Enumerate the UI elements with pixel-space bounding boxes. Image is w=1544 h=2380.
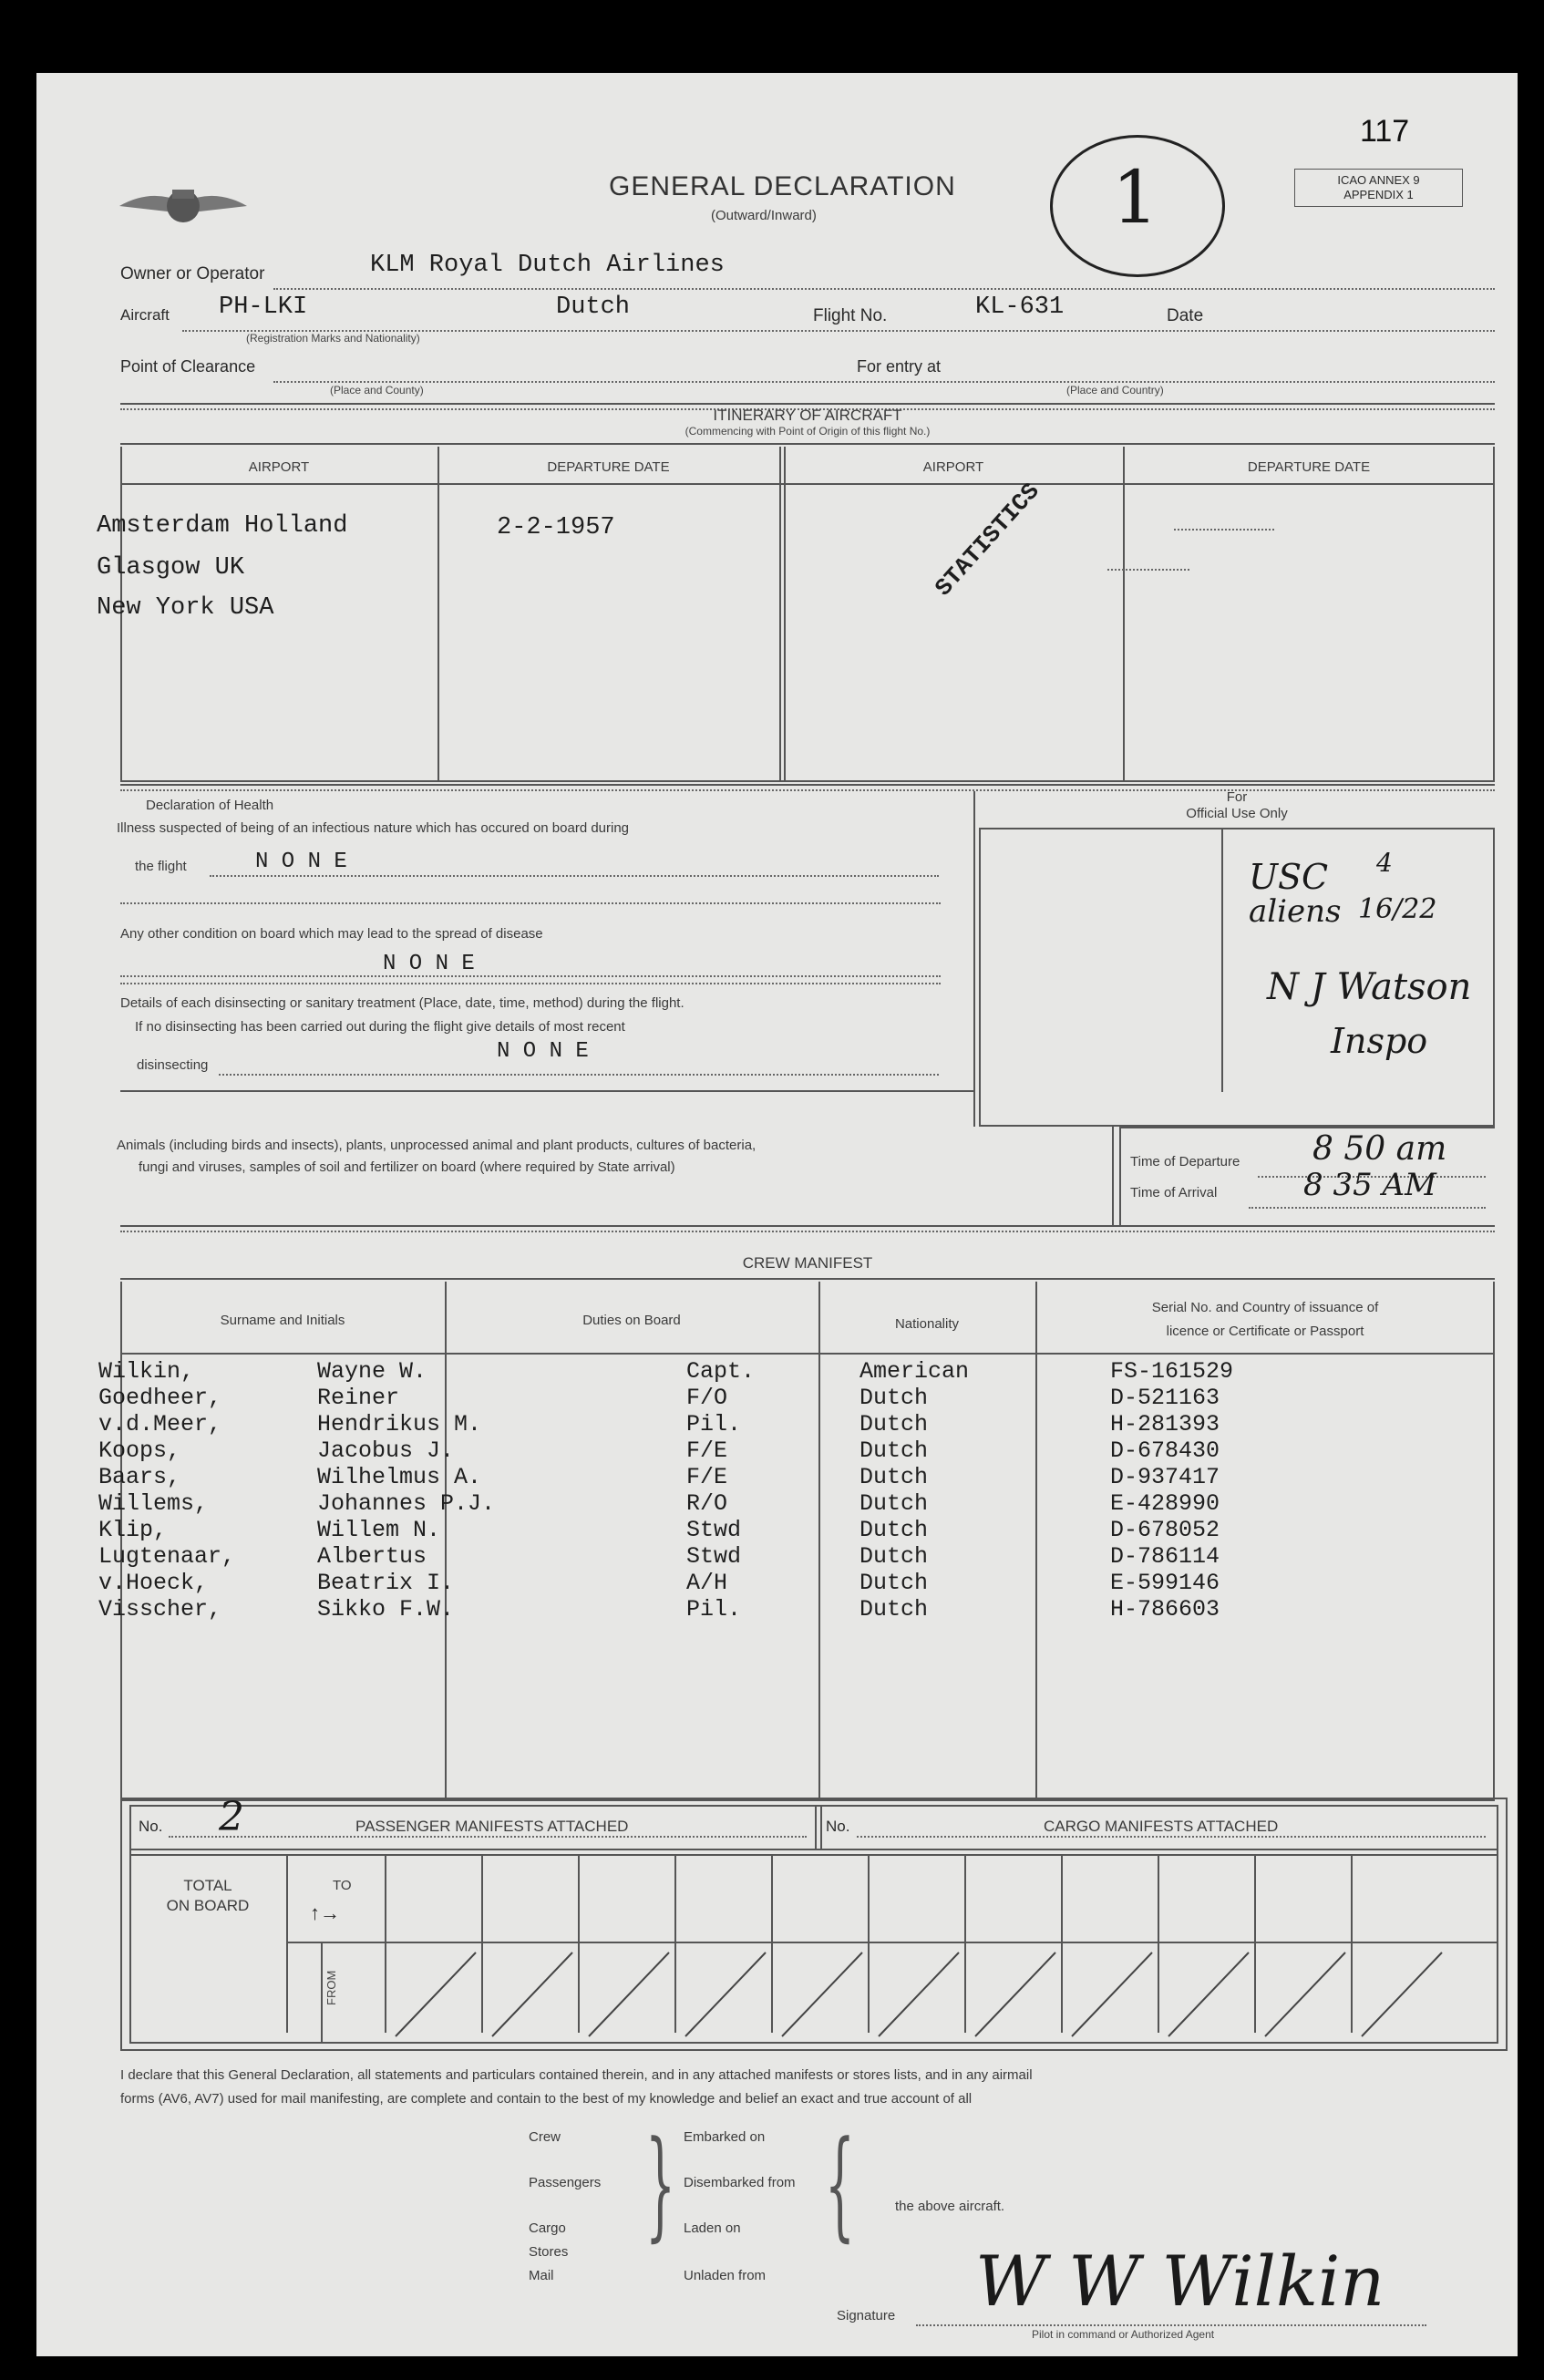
grid-column-divider bbox=[1351, 1855, 1353, 2033]
place-note: (Place and County) bbox=[330, 384, 424, 397]
grid-column-divider bbox=[1254, 1855, 1256, 2033]
health-title: Declaration of Health bbox=[146, 798, 274, 813]
airline-logo-icon bbox=[115, 170, 252, 242]
official-handwriting-3: 4 bbox=[1376, 848, 1393, 878]
health-q1b: the flight bbox=[135, 859, 187, 874]
crew-surname: v.d.Meer, bbox=[98, 1411, 222, 1437]
cargo-label: Cargo bbox=[529, 2220, 566, 2236]
crew-given-name: Reiner bbox=[317, 1385, 400, 1411]
health-a3: N O N E bbox=[497, 1039, 589, 1064]
crew-serial: E-599146 bbox=[1110, 1570, 1220, 1596]
crew-duty: Pil. bbox=[686, 1411, 742, 1437]
crew-row bbox=[98, 1490, 1283, 1517]
clearance-line bbox=[273, 381, 1495, 383]
grid-column-divider bbox=[1158, 1855, 1159, 2033]
crew-duty: Stwd bbox=[686, 1517, 742, 1543]
itinerary-title: ITINERARY OF AIRCRAFT bbox=[713, 407, 902, 424]
health-q3c: disinsecting bbox=[137, 1057, 209, 1073]
divider bbox=[120, 403, 1495, 405]
crew-given-name: Beatrix I. bbox=[317, 1570, 455, 1596]
owner-value: KLM Royal Dutch Airlines bbox=[370, 252, 725, 279]
arrival-time-value: 8 35 AM bbox=[1303, 1167, 1436, 1203]
crew-serial: H-281393 bbox=[1110, 1411, 1220, 1437]
crew-row bbox=[98, 1517, 1283, 1543]
crew-serial: D-521163 bbox=[1110, 1385, 1220, 1411]
itinerary-airport-1: Amsterdam Holland bbox=[97, 512, 348, 540]
crew-duty: Stwd bbox=[686, 1543, 742, 1570]
signature: W W Wilkin bbox=[975, 2241, 1385, 2322]
col-airport-1: AIRPORT bbox=[248, 459, 310, 475]
grid-cell-slash bbox=[485, 1947, 576, 2038]
clearance-label: Point of Clearance bbox=[120, 357, 256, 376]
itinerary-subtitle: (Commencing with Point of Origin of this flight No.) bbox=[685, 425, 931, 438]
crew-nationality: Dutch bbox=[859, 1464, 929, 1490]
grid-cell-slash bbox=[1065, 1947, 1156, 2038]
crew-col-name: Surname and Initials bbox=[220, 1313, 345, 1328]
health-q4: Animals (including birds and insects), plants, unprocessed animal and plant products, cultures of bacteria, bbox=[117, 1138, 757, 1153]
health-a2: N O N E bbox=[383, 952, 475, 976]
crew-nationality: Dutch bbox=[859, 1517, 929, 1543]
crew-nationality: Dutch bbox=[859, 1570, 929, 1596]
grid-cell-slash bbox=[1258, 1947, 1349, 2038]
grid-cell-slash bbox=[388, 1947, 479, 2038]
crew-label: Crew bbox=[529, 2129, 561, 2145]
flight-no-value: KL-631 bbox=[975, 294, 1065, 321]
health-a1: N O N E bbox=[255, 850, 347, 874]
signature-label: Signature bbox=[837, 2308, 896, 2323]
crew-nationality: American bbox=[859, 1358, 970, 1385]
page-number: 117 bbox=[1360, 114, 1410, 149]
aircraft-value: PH-LKI bbox=[219, 294, 308, 321]
official-title-2: Official Use Only bbox=[1186, 806, 1288, 821]
disembarked-label: Disembarked from bbox=[684, 2175, 796, 2190]
grid-column-divider bbox=[286, 1855, 288, 2033]
crew-nationality: Dutch bbox=[859, 1385, 929, 1411]
grid-column-divider bbox=[771, 1855, 773, 2033]
circled-number: 1 bbox=[1112, 155, 1158, 240]
official-handwriting-1: USC bbox=[1249, 857, 1329, 897]
crew-surname: Visscher, bbox=[98, 1596, 222, 1623]
crew-serial: D-678430 bbox=[1110, 1437, 1220, 1464]
health-q4b: fungi and viruses, samples of soil and fertilizer on board (where required by State arrival) bbox=[139, 1159, 675, 1175]
grid-column-divider bbox=[578, 1855, 580, 2033]
from-label: FROM bbox=[324, 1970, 338, 2005]
crew-col-nationality: Nationality bbox=[894, 1316, 960, 1332]
grid-cell-slash bbox=[871, 1947, 962, 2038]
place-note-2: (Place and Country) bbox=[1066, 384, 1164, 397]
entry-label: For entry at bbox=[857, 357, 942, 376]
official-title-1: For bbox=[1226, 789, 1248, 805]
crew-serial: D-937417 bbox=[1110, 1464, 1220, 1490]
above-aircraft-label: the above aircraft. bbox=[895, 2199, 1005, 2214]
crew-serial: E-428990 bbox=[1110, 1490, 1220, 1517]
crew-nationality: Dutch bbox=[859, 1596, 929, 1623]
grid-cell-slash bbox=[1161, 1947, 1252, 2038]
grid-column-divider bbox=[481, 1855, 483, 2033]
grid-column-divider bbox=[868, 1855, 870, 2033]
departure-time-value: 8 50 am bbox=[1312, 1130, 1447, 1168]
crew-row bbox=[98, 1570, 1283, 1596]
nationality-value: Dutch bbox=[556, 294, 631, 321]
passenger-no-label: No. bbox=[139, 1818, 163, 1835]
crew-given-name: Albertus bbox=[317, 1543, 427, 1570]
itinerary-airport-2: Glasgow UK bbox=[97, 554, 245, 582]
crew-surname: Goedheer, bbox=[98, 1385, 222, 1411]
crew-duty: A/H bbox=[686, 1570, 728, 1596]
flight-no-label: Flight No. bbox=[813, 306, 888, 325]
crew-serial: H-786603 bbox=[1110, 1596, 1220, 1623]
total-on-board-label bbox=[129, 1876, 286, 1916]
crew-surname: Klip, bbox=[98, 1517, 168, 1543]
crew-nationality: Dutch bbox=[859, 1543, 929, 1570]
crew-serial: FS-161529 bbox=[1110, 1358, 1234, 1385]
departure-time-label: Time of Departure bbox=[1130, 1154, 1240, 1169]
crew-title: CREW MANIFEST bbox=[742, 1254, 873, 1272]
crew-surname: Koops, bbox=[98, 1437, 181, 1464]
unladen-label: Unladen from bbox=[684, 2268, 767, 2283]
crew-row bbox=[98, 1411, 1283, 1437]
grid-column-divider bbox=[1061, 1855, 1063, 2033]
grid-cell-slash bbox=[775, 1947, 866, 2038]
cargo-no-label: No. bbox=[826, 1818, 850, 1835]
stores-label: Stores bbox=[529, 2244, 569, 2260]
bracket-left: } bbox=[645, 2115, 676, 2253]
total-label-2: ON BOARD bbox=[166, 1897, 250, 1914]
icao-stamp-line1: ICAO ANNEX 9 bbox=[1337, 173, 1420, 187]
crew-row bbox=[98, 1464, 1283, 1490]
crew-surname: Baars, bbox=[98, 1464, 181, 1490]
grid-cell-slash bbox=[678, 1947, 769, 2038]
embarked-label: Embarked on bbox=[684, 2129, 766, 2145]
form-subtitle: (Outward/Inward) bbox=[711, 208, 817, 223]
official-handwriting-6: Inspo bbox=[1331, 1021, 1428, 1061]
passenger-manifest-count: 2 bbox=[219, 1794, 244, 1840]
crew-duty: F/E bbox=[686, 1437, 728, 1464]
crew-duty: Pil. bbox=[686, 1596, 742, 1623]
crew-surname: Wilkin, bbox=[98, 1358, 195, 1385]
passengers-label: Passengers bbox=[529, 2175, 602, 2190]
declaration-form bbox=[36, 73, 1518, 2356]
itinerary-table bbox=[120, 447, 1495, 782]
form-title: GENERAL DECLARATION bbox=[609, 171, 956, 201]
crew-row bbox=[98, 1385, 1283, 1411]
grid-cell-slash bbox=[968, 1947, 1059, 2038]
date-label: Date bbox=[1167, 306, 1204, 325]
crew-duty: Capt. bbox=[686, 1358, 756, 1385]
statistics-stamp: STATISTICS bbox=[930, 478, 1045, 603]
crew-row bbox=[98, 1358, 1283, 1385]
grid-column-divider bbox=[964, 1855, 966, 2033]
crew-row bbox=[98, 1437, 1283, 1464]
to-arrow-icon: ↑→ bbox=[310, 1901, 340, 1924]
col-departure-1: DEPARTURE DATE bbox=[547, 459, 670, 475]
itinerary-airport-3: New York USA bbox=[97, 594, 274, 622]
health-q3b: If no disinsecting has been carried out during the flight give details of most recent bbox=[135, 1019, 625, 1035]
mail-label: Mail bbox=[529, 2268, 554, 2283]
crew-given-name: Sikko F.W. bbox=[317, 1596, 455, 1623]
icao-stamp-line2: APPENDIX 1 bbox=[1343, 188, 1414, 201]
bracket-right: } bbox=[824, 2115, 855, 2253]
crew-surname: Willems, bbox=[98, 1490, 209, 1517]
crew-given-name: Johannes P.J. bbox=[317, 1490, 496, 1517]
owner-label: Owner or Operator bbox=[120, 264, 265, 283]
icao-stamp bbox=[1294, 169, 1463, 207]
owner-line bbox=[273, 288, 1495, 290]
crew-duty: R/O bbox=[686, 1490, 728, 1517]
crew-surname: v.Hoeck, bbox=[98, 1570, 209, 1596]
crew-duty: F/E bbox=[686, 1464, 728, 1490]
official-handwriting-2: aliens bbox=[1249, 893, 1342, 930]
crew-duty: F/O bbox=[686, 1385, 728, 1411]
itinerary-departure-date: 2-2-1957 bbox=[497, 514, 615, 541]
total-label-1: TOTAL bbox=[183, 1877, 232, 1894]
signature-note: Pilot in command or Authorized Agent bbox=[1032, 2328, 1215, 2341]
arrival-time-label: Time of Arrival bbox=[1130, 1185, 1218, 1200]
grid-column-divider bbox=[674, 1855, 676, 2033]
crew-nationality: Dutch bbox=[859, 1411, 929, 1437]
declaration-text-2: forms (AV6, AV7) used for mail manifesting, are complete and contain to the best of my knowledge and belief an exact and true account of all bbox=[120, 2091, 973, 2107]
crew-given-name: Jacobus J. bbox=[317, 1437, 455, 1464]
to-label: TO bbox=[333, 1878, 352, 1893]
passenger-manifest-label: PASSENGER MANIFESTS ATTACHED bbox=[355, 1818, 629, 1835]
official-handwriting-4: 16/22 bbox=[1358, 893, 1437, 925]
health-q1: Illness suspected of being of an infectious nature which has occured on board during bbox=[117, 820, 630, 836]
aircraft-label: Aircraft bbox=[120, 306, 170, 324]
health-q2: Any other condition on board which may lead to the spread of disease bbox=[120, 926, 543, 942]
crew-col-duties: Duties on Board bbox=[582, 1313, 681, 1328]
crew-nationality: Dutch bbox=[859, 1437, 929, 1464]
crew-serial: D-786114 bbox=[1110, 1543, 1220, 1570]
grid-cell-slash bbox=[1354, 1947, 1446, 2038]
crew-col-serial-2: licence or Certificate or Passport bbox=[1166, 1324, 1364, 1339]
crew-serial: D-678052 bbox=[1110, 1517, 1220, 1543]
declaration-text-1: I declare that this General Declaration, all statements and particulars contained therein, and in any attached manifests or stores lists, and in any airmail bbox=[120, 2067, 1033, 2083]
crew-nationality: Dutch bbox=[859, 1490, 929, 1517]
registration-note: (Registration Marks and Nationality) bbox=[246, 332, 420, 345]
crew-given-name: Hendrikus M. bbox=[317, 1411, 482, 1437]
crew-row bbox=[98, 1543, 1283, 1570]
crew-row bbox=[98, 1596, 1283, 1623]
crew-surname: Lugtenaar, bbox=[98, 1543, 236, 1570]
crew-col-serial: Serial No. and Country of issuance of bbox=[1151, 1300, 1379, 1315]
health-q3: Details of each disinsecting or sanitary treatment (Place, date, time, method) during the flight. bbox=[120, 995, 685, 1011]
laden-label: Laden on bbox=[684, 2220, 741, 2236]
crew-given-name: Willem N. bbox=[317, 1517, 441, 1543]
col-departure-2: DEPARTURE DATE bbox=[1247, 459, 1371, 475]
divider bbox=[120, 443, 1495, 445]
grid-column-divider bbox=[385, 1855, 386, 2033]
grid-cell-slash bbox=[582, 1947, 673, 2038]
col-airport-2: AIRPORT bbox=[922, 459, 984, 475]
crew-given-name: Wilhelmus A. bbox=[317, 1464, 482, 1490]
crew-given-name: Wayne W. bbox=[317, 1358, 427, 1385]
cargo-manifest-label: CARGO MANIFESTS ATTACHED bbox=[1044, 1818, 1279, 1835]
official-handwriting-5: N J Watson bbox=[1267, 966, 1472, 1008]
